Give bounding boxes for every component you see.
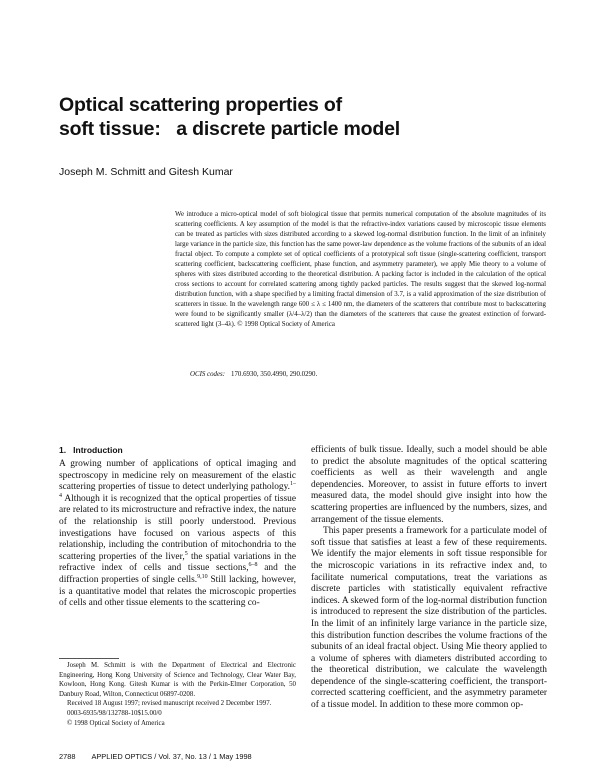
right-column (311, 445, 547, 712)
ocis-values: 170.6930, 350.4990, 290.0290. (231, 371, 318, 378)
intro-text-c: the spatial variations in the refractive index of cells and tissue sections, (59, 551, 297, 574)
abstract (175, 210, 546, 330)
footnote-copyright: © 1998 Optical Society of America (67, 719, 165, 727)
citation-ref: 5 (184, 550, 188, 557)
journal-citation: APPLIED OPTICS / Vol. 37, No. 13 / 1 May 1998 (91, 752, 252, 761)
citation-ref: 6–8 (248, 562, 258, 569)
paper-title (59, 93, 400, 141)
author-list: Joseph M. Schmitt and Gitesh Kumar (59, 166, 233, 178)
page-footer (59, 752, 252, 761)
ocis-codes (190, 371, 317, 378)
footnote-divider (59, 658, 119, 659)
page-number: 2788 (59, 752, 76, 761)
intro-text-b: Although it is recognized that the optical properties of tissue are related to its microstructure and refractive index, the nature of the relationship is still poorly understood. Previous investigations have focused on various aspects of this relationship, including the contribution of mitochondria to the scattering properties of the liver, (59, 493, 296, 562)
citation-ref: 9,10 (197, 573, 208, 580)
citation-ref: 1–4 (59, 481, 296, 499)
intro-text-e: Still lacking, however, is a quantitative model that relates the microscopic properties of cells and other tissue elements to the scattering co- (59, 574, 296, 609)
footnotes (59, 661, 296, 728)
abstract-text: We introduce a micro-optical model of soft biological tissue that permits numerical computation of the absolute magnitudes of its scattering coefficients. A key assumption of the model is that the refractive-index variations caused by microscopic tissue elements can be treated as particles with sizes distributed according to a skewed log-normal distribution function. In the limit of an infinitely large variance in the particle size, this function has the same power-law dependence as the volume fractions of the subunits of an ideal fractal object. To compute a complete set of optical coefficients of a prototypical soft tissue (single-scattering coefficient, transport scattering coefficient, backscattering coefficient, phase function, and asymmetry parameter), we apply Mie theory to a volume of spheres with sizes distributed according to the theoretical distribution. A packing factor is included in the calculation of the optical cross sections to account for correlated scattering among tightly packed particles. The results suggest that the skewed log-normal distribution function, with a shape specified by a limiting fractal dimension of 3.7, is a valid approximation of the size distribution of scatterers in tissue. In the wavelength range 600 ≤ λ ≤ 1400 nm, the diameters of the scatterers that contribute most to backscattering were found to be significantly smaller (λ/4–λ/2) than the diameters of the scatterers that cause the greatest extinction of forward-scattered light (3–4λ). © 1998 Optical Society of America (175, 211, 546, 328)
intro-text-d: and the diffraction properties of single cells. (59, 563, 296, 585)
ocis-label: OCIS codes: (190, 371, 226, 378)
left-column (59, 445, 296, 610)
intro-paragraph-continued: efficients of bulk tissue. Ideally, such a model should be able to predict the absolute magnitudes of the optical scattering coefficients as well as their wavelength and angle dependencies. Moreover, to assist in future efforts to invert measured data, the model should give insight into how the scattering properties are influenced by the numbers, sizes, and arrangement of the tissue elements. (311, 445, 547, 525)
intro-paragraph-1 (59, 459, 296, 610)
section-heading-introduction: 1. Introduction (59, 445, 123, 455)
title-line-2: soft tissue: a discrete particle model (59, 118, 400, 140)
title-line-1: Optical scattering properties of (59, 94, 342, 116)
intro-paragraph-2: This paper presents a framework for a particulate model of soft tissue that satisfies at least a few of these requirements. We identify the major elements in soft tissue responsible for the microscopic variations in its refractive index and, to facilitate numerical computations, treat the variations as discrete particles with statistically equivalent refractive indices. A skewed form of the log-normal distribution function is introduced to represent the size distribution of the particles. In the limit of an infinitely large variance in the particle size, this distribution function describes the volume fractions of the subunits of an ideal fractal object. Using Mie theory applied to a volume of spheres with diameters distributed according to the theoretical distribution, we calculate the wavelength dependence of the single-scattering coefficient, the transport-corrected scattering coefficient, and the asymmetry parameter of a tissue model. In addition to these more common op- (311, 526, 547, 711)
intro-text-a: A growing number of applications of optical imaging and spectroscopy in medicine rely on measurement of the elastic scattering properties of tissue to detect underlying pathology. (59, 459, 296, 493)
footnote-affiliation: Joseph M. Schmitt is with the Department of Electrical and Electronic Engineering, Hong Kong University of Science and Technology, Clear Water Bay, Kowloon, Hong Kong. Gitesh Kumar is with the Perkin-Elmer Corporation, 50 Danbury Road, Wilton, Connecticut 06897-0208. (59, 662, 296, 698)
footnote-code: 0003-6935/98/132788-10$15.00/0 (67, 709, 162, 717)
footnote-received: Received 18 August 1997; revised manuscript received 2 December 1997. (67, 700, 272, 708)
